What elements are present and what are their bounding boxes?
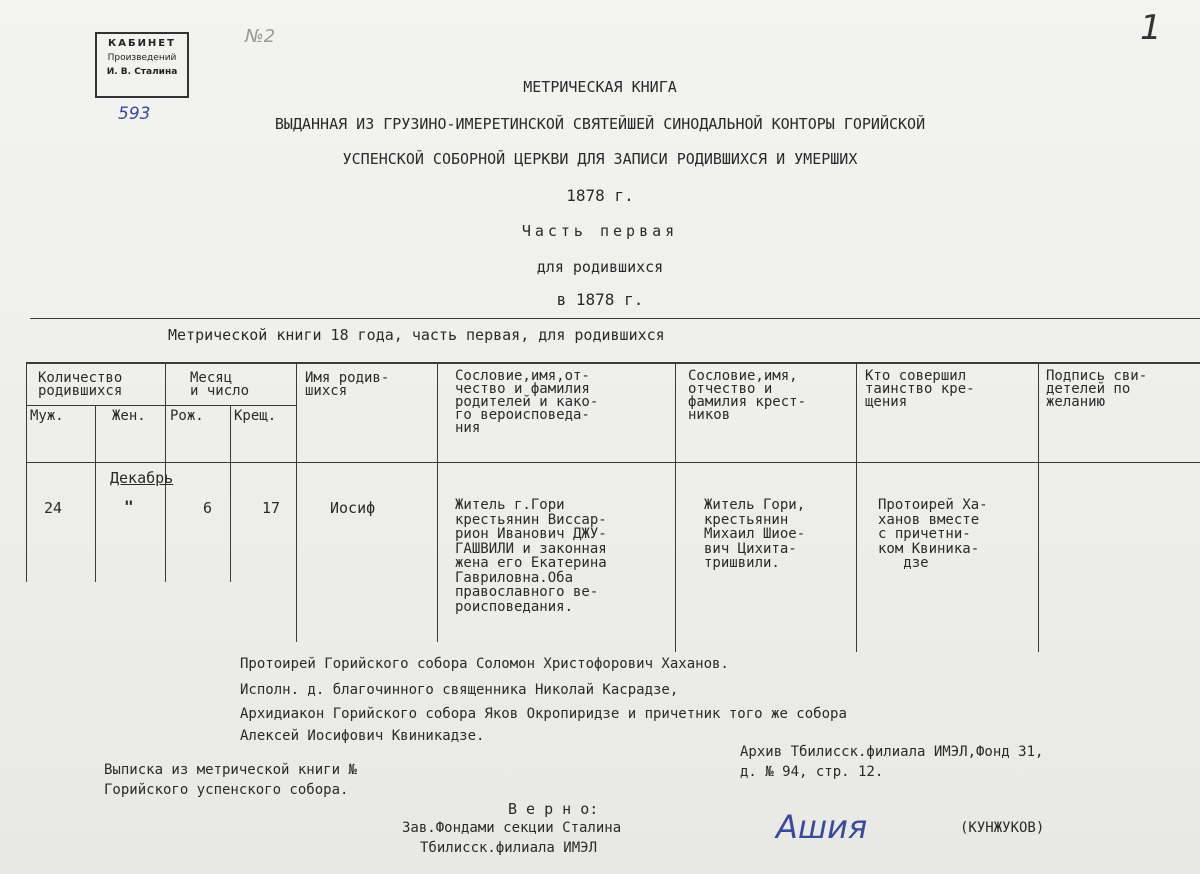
header-top-rule — [26, 362, 1200, 364]
extract-line-2: Горийского успенского собора. — [104, 782, 349, 798]
header-female: Жен. — [112, 408, 146, 424]
row-name: Иосиф — [330, 499, 376, 517]
row-male-count: 24 — [44, 499, 63, 517]
page-number: 1 — [1140, 8, 1162, 48]
certification-verno: В е р н о: — [508, 800, 599, 818]
certification-position-1: Зав.Фондами секции Сталина — [402, 820, 622, 836]
extract-line-1: Выписка из метрической книги № — [104, 762, 357, 778]
col-border-1 — [95, 405, 96, 582]
col-border-4 — [296, 362, 297, 642]
header-male: Муж. — [30, 408, 64, 424]
certification-position-2: Тбилисск.филиала ИМЭЛ — [420, 840, 598, 856]
stamp-line-2: Произведений — [107, 53, 177, 63]
row-parents: Житель г.Гори крестьянин Виссар- рион Иванович ДЖУ- ГАШВИЛИ и законная жена его Екатерина Гавриловна.Оба православного ве- роисповедания. — [455, 497, 607, 615]
stamp-line-1: КАБИНЕТ — [108, 38, 176, 49]
signature-line-1: Протоирей Горийского собора Соломон Христофорович Хаханов. — [240, 656, 729, 672]
header-godparents: Сословие,имя, отчество и фамилия крест- ников — [688, 368, 807, 423]
col-border-8 — [1038, 362, 1039, 652]
header-line-2: ВЫДАННАЯ ИЗ ГРУЗИНО-ИМЕРЕТИНСКОЙ СВЯТЕЙШЕЙ СИНОДАЛЬНОЙ КОНТОРЫ ГОРИЙСКОЙ — [274, 115, 926, 133]
col-border-6 — [675, 362, 676, 652]
row-female-count: " — [124, 497, 134, 516]
header-performed-by: Кто совершил таинство кре- щения — [865, 368, 975, 410]
col-border-7 — [856, 362, 857, 652]
pencil-mark: №2 — [245, 26, 276, 47]
handwritten-signature: Ашия — [776, 808, 868, 846]
signature-line-2: Исполн. д. благочинного священника Николай Касрадзе, — [240, 682, 679, 698]
table-top-rule — [30, 318, 1200, 319]
archive-line-2: д. № 94, стр. 12. — [740, 764, 884, 780]
header-in-year: в 1878 г. — [556, 290, 644, 309]
header-line-3: УСПЕНСКОЙ СОБОРНОЙ ЦЕРКВИ ДЛЯ ЗАПИСИ РОДИВШИХСЯ И УМЕРШИХ — [342, 150, 858, 168]
header-born: Рож. — [170, 408, 204, 424]
header-for-births: для родившихся — [536, 258, 664, 276]
row-performed-by: Протоирей Ха- ханов вместе с причетни- ком Квиника- дзе — [878, 497, 988, 571]
header-witnesses: Подпись сви- детелей по желанию — [1046, 368, 1148, 410]
document-title: МЕТРИЧЕСКАЯ КНИГА — [523, 78, 677, 96]
col-border-0 — [26, 362, 27, 582]
header-part: Часть первая — [521, 222, 679, 240]
signature-line-3: Архидиакон Горийского собора Яков Окропиридзе и причетник того же собора — [240, 706, 847, 722]
header-baptized: Крещ. — [234, 408, 277, 424]
header-count: Количество родившихся — [38, 370, 123, 399]
inventory-number: 593 — [118, 104, 151, 124]
signature-line-4: Алексей Иосифович Квиникадзе. — [240, 728, 485, 744]
header-bottom-rule — [26, 462, 1200, 463]
subheader-rule — [26, 405, 296, 406]
header-month-day: Месяц и число — [190, 370, 250, 399]
header-year: 1878 г. — [566, 186, 634, 205]
row-month: Декабрь — [110, 469, 174, 487]
col-border-3 — [230, 405, 231, 582]
table-caption: Метрической книги 18 года, часть первая, для родившихся — [168, 326, 665, 344]
col-border-5 — [437, 362, 438, 642]
header-name: Имя родив- шихся — [305, 370, 390, 399]
certification-name: (КУНЖУКОВ) — [960, 820, 1045, 836]
row-godparents: Житель Гори, крестьянин Михаил Шиое- вич Цихита- тришвили. — [704, 497, 806, 571]
row-born-day: 6 — [203, 499, 213, 517]
row-baptized-day: 17 — [262, 499, 281, 517]
header-parents: Сословие,имя,от- чество и фамилия родителей и како- го вероисповеда- ния — [455, 368, 599, 436]
archive-line-1: Архив Тбилисск.филиала ИМЭЛ,Фонд 31, — [740, 744, 1044, 760]
stamp-line-3: И. В. Сталина — [106, 67, 178, 77]
